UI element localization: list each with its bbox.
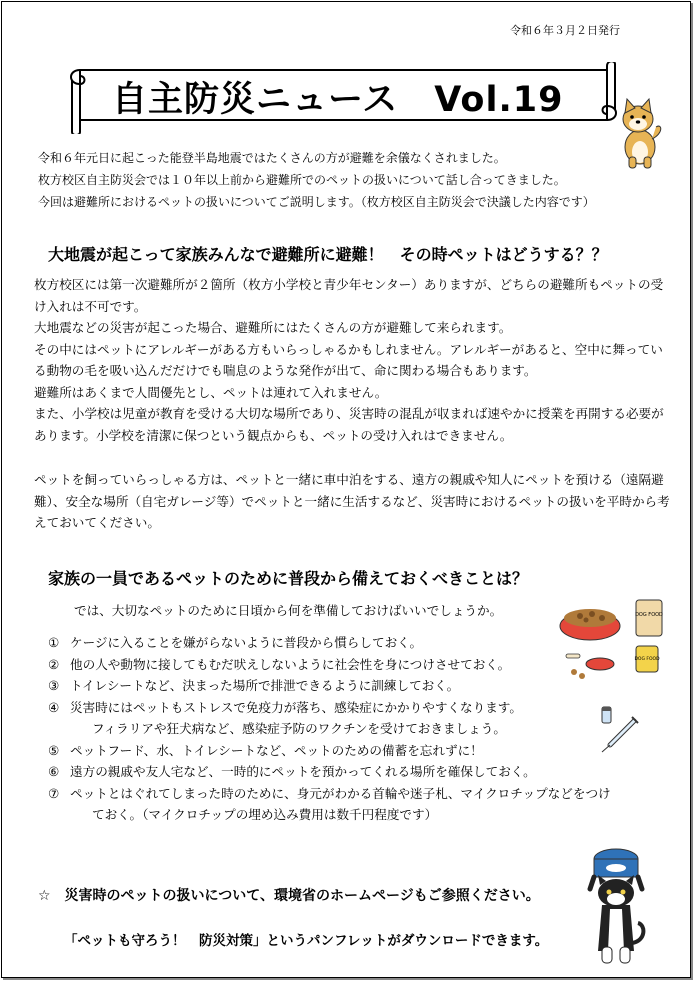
- list-text: トイレシートなど、決まった場所で排泄できるように訓練しておく。: [70, 678, 460, 693]
- footer-pamphlet-note: 「ペットも守ろう！ 防災対策」というパンフレットがダウンロードできます。: [64, 933, 549, 949]
- section2-lead: では、大切なペットのために日頃から何を準備しておけばいいでしょうか。: [74, 603, 503, 618]
- intro-line: 令和６年元日に起こった能登半島地震ではたくさんの方が避難を余儀なくされました。: [38, 151, 506, 165]
- food-bag-label: DOG FOOD: [635, 612, 663, 618]
- list-item: [48, 761, 611, 783]
- shiba-dog-illustration: [614, 97, 664, 169]
- list-item: [48, 632, 611, 654]
- list-number: ②: [48, 656, 60, 672]
- list-text-continued: ておく。（マイクロチップの埋め込み費用は数千円程度です）: [92, 807, 438, 822]
- preparation-list: [48, 632, 611, 826]
- section2-heading: 家族の一員であるペットのために普段から備えておくべきことは？: [48, 569, 529, 588]
- issue-date: 令和６年３月２日発行: [510, 24, 620, 37]
- list-item: [48, 697, 611, 740]
- section1-paragraph: その中にはペットにアレルギーがある方もいらっしゃるかもしれません。アレルギーがあると、空中に舞っている動物の毛を吸い込んだだけでも喘息のような発作が出て、命に関わる場合もあります。: [34, 341, 663, 378]
- list-text: ケージに入ることを嫌がらないように普段から慣らしておく。: [70, 635, 423, 650]
- list-number: ④: [48, 699, 60, 715]
- list-text: ペットとはぐれてしまった時のために、身元がわかる首輪や迷子札、マイクロチップなどをつけ: [70, 785, 611, 801]
- newsletter-page: [1, 1, 691, 978]
- list-number: ①: [48, 635, 60, 650]
- list-item: [48, 675, 611, 697]
- list-item: [48, 740, 611, 762]
- food-can-label: DOG FOOD: [634, 657, 660, 662]
- cat-holding-can-illustration: [584, 847, 648, 973]
- list-item: [48, 654, 611, 676]
- intro-line: 今回は避難所におけるペットの扱いについてご説明します。（枚方校区自主防災会で決議した内容です）: [38, 195, 595, 209]
- section1-paragraph: また、小学校は児童が教育を受ける大切な場所であり、災害時の混乱が収まれば速やかに授業を再開する必要があります。小学校を清潔に保つという観点からも、ペットの受け入れはできません。: [34, 406, 664, 443]
- list-number: ③: [48, 678, 60, 693]
- vaccine-syringe-illustration: [596, 705, 640, 753]
- list-number: ⑦: [48, 785, 60, 801]
- intro-line: 枚方校区自主防災会では１０年以上前から避難所でのペットの扱いについて話し合ってきました。: [38, 173, 566, 187]
- section1-paragraph: 避難所はあくまで人間優先とし、ペットは連れて入れません。: [34, 384, 388, 400]
- section1-heading: 大地震が起こって家族みんなで避難所に避難！ その時ペットはどうする？？: [48, 245, 608, 264]
- list-number: ⑥: [48, 764, 60, 779]
- section1-paragraph: 枚方校区には第一次避難所が２箇所（枚方小学校と青少年センター）ありますが、どちらの避難所もペットの受け入れは不可です。: [34, 277, 664, 314]
- list-number: ⑤: [48, 742, 60, 758]
- section1-paragraph: 大地震などの災害が起こった場合、避難所にはたくさんの方が避難して来られます。: [34, 320, 512, 335]
- list-text: 遠方の親戚や友人宅など、一時的にペットを預かってくれる場所を確保しておく。: [70, 764, 536, 779]
- list-text-continued: フィラリアや狂犬病など、感染症予防のワクチンを受けておきましょう。: [92, 721, 506, 736]
- list-item: [48, 783, 611, 826]
- section1-body: [34, 274, 674, 446]
- list-text: 災害時にはペットもストレスで免疫力が落ち、感染症にかかりやすくなります。: [70, 699, 522, 715]
- list-text: 他の人や動物に接してもむだ吠えしないように社会性を身につけさせておく。: [70, 656, 511, 672]
- section1-advice: ペットを飼っていらっしゃる方は、ペットと一緒に車中泊をする、遠方の親戚や知人にペットを預ける（遠隔避難）、安全な場所（自宅ガレージ等）でペットと一緒に生活するなど、災害時におけるペットの扱いを平時から考えておいてください。: [34, 472, 670, 530]
- list-text: ペットフード、水、トイレシートなど、ペットのための備蓄を忘れずに！: [70, 742, 483, 758]
- footer-note: ☆ 災害時のペットの扱いについて、環境省のホームページもご参照ください。: [38, 888, 540, 904]
- intro-text: [38, 147, 595, 213]
- newsletter-title: 自主防災ニュース Vol.19: [112, 80, 564, 120]
